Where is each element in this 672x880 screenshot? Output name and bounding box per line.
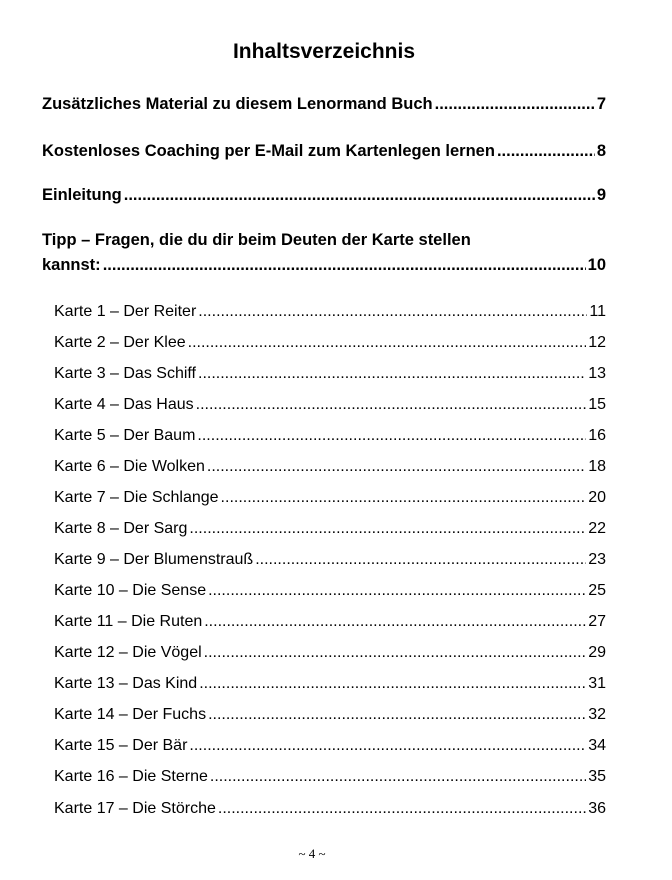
toc-entry-karte-2[interactable] [54,334,606,352]
dot-leader [435,95,595,114]
toc-entry-page: 10 [587,256,606,274]
toc-entry-page: 35 [588,768,606,785]
toc-entry-title: Karte 13 – Das Kind [54,675,198,692]
toc-entry-title: Karte 9 – Der Blumenstrauß [54,551,254,568]
dot-leader [198,365,586,383]
dot-leader [189,520,586,538]
toc-entry-page: 25 [588,582,606,599]
dot-leader [221,489,587,507]
toc-entry-title: Karte 10 – Die Sense [54,582,207,599]
toc-entry-tipp[interactable] [42,256,606,275]
toc-entry-karte-15[interactable] [54,737,606,755]
toc-entry-title: kannst: [42,256,101,274]
toc-entry-karte-16[interactable] [54,768,606,786]
toc-entry-page: 23 [588,551,606,568]
toc-entry-page: 31 [588,675,606,692]
toc-entry-title: Karte 5 – Der Baum [54,427,196,444]
toc-entry-page: 29 [588,644,606,661]
toc-entry-page: 12 [588,334,606,351]
toc-entry-title: Karte 6 – Die Wolken [54,458,205,475]
toc-entry-karte-1[interactable] [54,303,606,321]
dot-leader [196,396,587,414]
toc-entry-karte-17[interactable] [54,800,606,818]
toc-entry-karte-12[interactable] [54,644,606,662]
toc-entry-page: 18 [588,458,606,475]
toc-entry-page: 13 [588,365,606,382]
toc-entry-karte-5[interactable] [54,427,606,445]
toc-entry-tipp-line1[interactable]: Tipp – Fragen, die du dir beim Deuten der Karte stellen [42,231,471,249]
toc-entry-page: 8 [596,142,606,160]
dot-leader [204,613,586,631]
toc-entry-page: 27 [588,613,606,630]
toc-entry-title: Karte 2 – Der Klee [54,334,186,351]
toc-entry-karte-14[interactable] [54,706,606,724]
toc-entry-page: 22 [588,520,606,537]
toc-entry-title: Karte 17 – Die Störche [54,800,216,817]
toc-entry-kostenloses-coaching[interactable] [42,142,606,161]
dot-leader [207,458,586,476]
toc-entry-page: 11 [589,303,606,320]
toc-entry-page: 7 [596,95,606,113]
dot-leader [208,582,586,600]
toc-entry-zusaetzliches-material[interactable] [42,95,606,114]
dot-leader [210,768,586,786]
toc-entry-karte-10[interactable] [54,582,606,600]
toc-entry-title: Karte 14 – Der Fuchs [54,706,207,723]
dot-leader [218,800,586,818]
toc-entry-karte-11[interactable] [54,613,606,631]
toc-entry-title: Karte 7 – Die Schlange [54,489,219,506]
dot-leader [204,644,587,662]
toc-entry-karte-7[interactable] [54,489,606,507]
toc-entry-karte-6[interactable] [54,458,606,476]
dot-leader [497,142,595,161]
page-number-footer: ~ 4 ~ [298,846,326,861]
dot-leader [199,675,586,693]
toc-entry-karte-13[interactable] [54,675,606,693]
dot-leader [124,186,595,205]
toc-entry-title: Karte 11 – Die Ruten [54,613,203,630]
toc-entry-karte-4[interactable] [54,396,606,414]
dot-leader [208,706,586,724]
toc-entry-page: 20 [588,489,606,506]
dot-leader [197,427,586,445]
toc-entry-title: Karte 4 – Das Haus [54,396,194,413]
toc-entry-title: Karte 12 – Die Vögel [54,644,202,661]
toc-entry-title: Karte 15 – Der Bär [54,737,188,754]
toc-entry-title: Karte 8 – Der Sarg [54,520,188,537]
toc-entry-title: Einleitung [42,186,122,204]
dot-leader [103,256,586,275]
toc-entry-karte-8[interactable] [54,520,606,538]
toc-entry-title: Zusätzliches Material zu diesem Lenormand Buch [42,95,433,113]
page-title: Inhaltsverzeichnis [232,40,416,63]
toc-entry-einleitung[interactable] [42,186,606,205]
dot-leader [198,303,587,321]
toc-entry-karte-3[interactable] [54,365,606,383]
toc-entry-title: Karte 3 – Das Schiff [54,365,196,382]
toc-entry-page: 15 [588,396,606,413]
toc-entry-page: 9 [596,186,606,204]
toc-entry-title: Kostenloses Coaching per E-Mail zum Kartenlegen lernen [42,142,495,160]
toc-entry-page: 36 [588,800,606,817]
dot-leader [189,737,586,755]
toc-entry-title: Karte 16 – Die Sterne [54,768,208,785]
toc-entry-page: 32 [588,706,606,723]
toc-entry-title: Karte 1 – Der Reiter [54,303,197,320]
dot-leader [188,334,587,352]
toc-entry-page: 34 [588,737,606,754]
toc-entry-karte-9[interactable] [54,551,606,569]
dot-leader [255,551,586,569]
toc-entry-page: 16 [588,427,606,444]
